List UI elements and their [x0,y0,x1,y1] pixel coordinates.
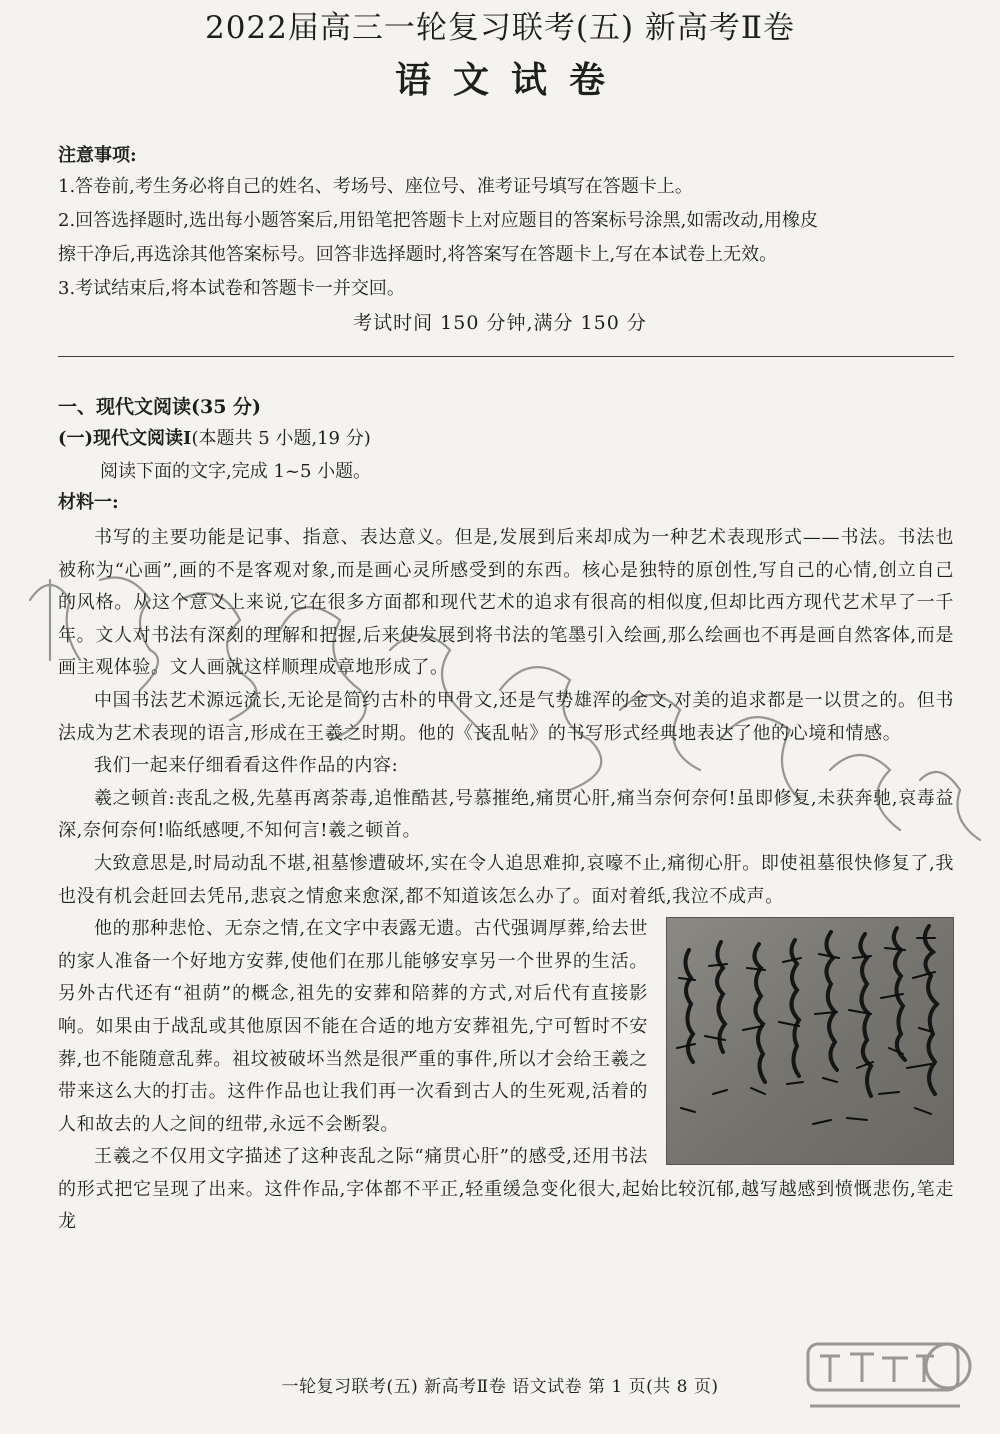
exam-time: 考试时间 150 分钟,满分 150 分 [353,312,647,334]
paragraph-3: 我们一起来仔细看看这件作品的内容: [94,755,399,777]
paragraph-5: 大致意思是,时局动乱不堪,祖墓惨遭破坏,实在令人追思难抑,哀嚎不止,痛彻心肝。即使祖墓很快修复了,我也没有机会赶回去凭吊,悲哀之情愈来愈深,都不知道该怎么办了。面对着纸,我泣不成声。 [58,852,954,907]
paragraph-4: 羲之顿首:丧乱之极,先墓再离荼毒,追惟酷甚,号慕摧绝,痛贯心肝,痛当奈何奈何!虽即修复,未获奔驰,哀毒益深,奈何奈何!临纸感哽,不知何言!羲之顿首。 [58,787,954,842]
notice-line-4: 3.考试结束后,将本试卷和答题卡一并交回。 [58,278,405,299]
paragraph-1: 书写的主要功能是记事、指意、表达意义。但是,发展到后来却成为一种艺术表现形式——书法。书法也被称为“心画”,画的不是客观对象,而是画心灵所感受到的东西。核心是独特的原创性,写自己的心情,创立自己的风格。从这个意义上来说,它在很多方面都和现代艺术的追求有很高的相似度,但却比西方现代艺术早了一千年。文人对书法有深刻的理解和把握,后来使发展到将书法的笔墨引入绘画,那么绘画也不再是画自然客体,而是画主观体验。文人画就这样顺理成章地形成了。 [58,527,954,679]
paragraph-7: 王羲之不仅用文字描述了这种丧乱之际“痛贯心肝”的感受,还用书法的形式把它呈现了出来。这件作品,字体都不平正,轻重缓急变化很大,起始比较沉郁,越写越感到愤慨悲伤,笔走龙 [58,1146,954,1233]
notice-line-3: 擦干净后,再选涂其他答案标号。回答非选择题时,将答案写在答题卡上,写在本试卷上无效。 [58,244,778,265]
page-footer: 一轮复习联考(五) 新高考Ⅱ卷 语文试卷 第 1 页(共 8 页) [281,1377,719,1397]
article-body [58,522,954,1239]
section-title: 一、现代文阅读(35 分) [58,396,262,418]
paragraph-2: 中国书法艺术源远流长,无论是简约古朴的甲骨文,还是气势雄浑的金文,对美的追求都是一以贯之的。但书法成为艺术表现的语言,形成在王羲之时期。他的《丧乱帖》的书写形式经典地表达了他的心境和情感。 [58,689,954,744]
notice-heading: 注意事项: [58,145,137,166]
notice-line-2: 2.回答选择题时,选出每小题答案后,用铅笔把答题卡上对应题目的答案标号涂黑,如需改动,用橡皮 [58,210,819,231]
subsection-title [58,424,371,454]
paragraph-6: 他的那种悲怆、无奈之情,在文字中表露无遗。古代强调厚葬,给去世的家人准备一个好地方安葬,使他们在那儿能够安享另一个世界的生活。另外古代还有“祖荫”的概念,祖先的安葬和陪葬的方式,对后代有直接影响。如果由于战乱或其他原因不能在合适的地方安葬祖先,宁可暂时不安葬,也不能随意乱葬。祖坟被破坏当然是很严重的事件,所以才会给王羲之带来这么大的打击。这件作品也让我们再一次看到古人的生死观,活着的人和故去的人之间的纽带,永远不会断裂。 [58,918,648,1135]
notice-line-1: 1.答卷前,考生务必将自己的姓名、考场号、座位号、准考证号填写在答题卡上。 [58,176,693,197]
subject-title: 语文试卷 [394,59,627,101]
exam-title: 2022届高三一轮复习联考(五) 新高考Ⅱ卷 [204,10,795,46]
calligraphy-artwork [667,918,953,1164]
calligraphy-image [666,917,954,1165]
subsection-detail: (本题共 5 小题,19 分) [191,428,371,449]
reading-instruction: 阅读下面的文字,完成 1~5 小题。 [100,461,372,482]
subsection-name: (一)现代文阅读Ⅰ [58,428,192,449]
material-label: 材料一: [58,492,119,513]
divider-line [58,356,954,357]
